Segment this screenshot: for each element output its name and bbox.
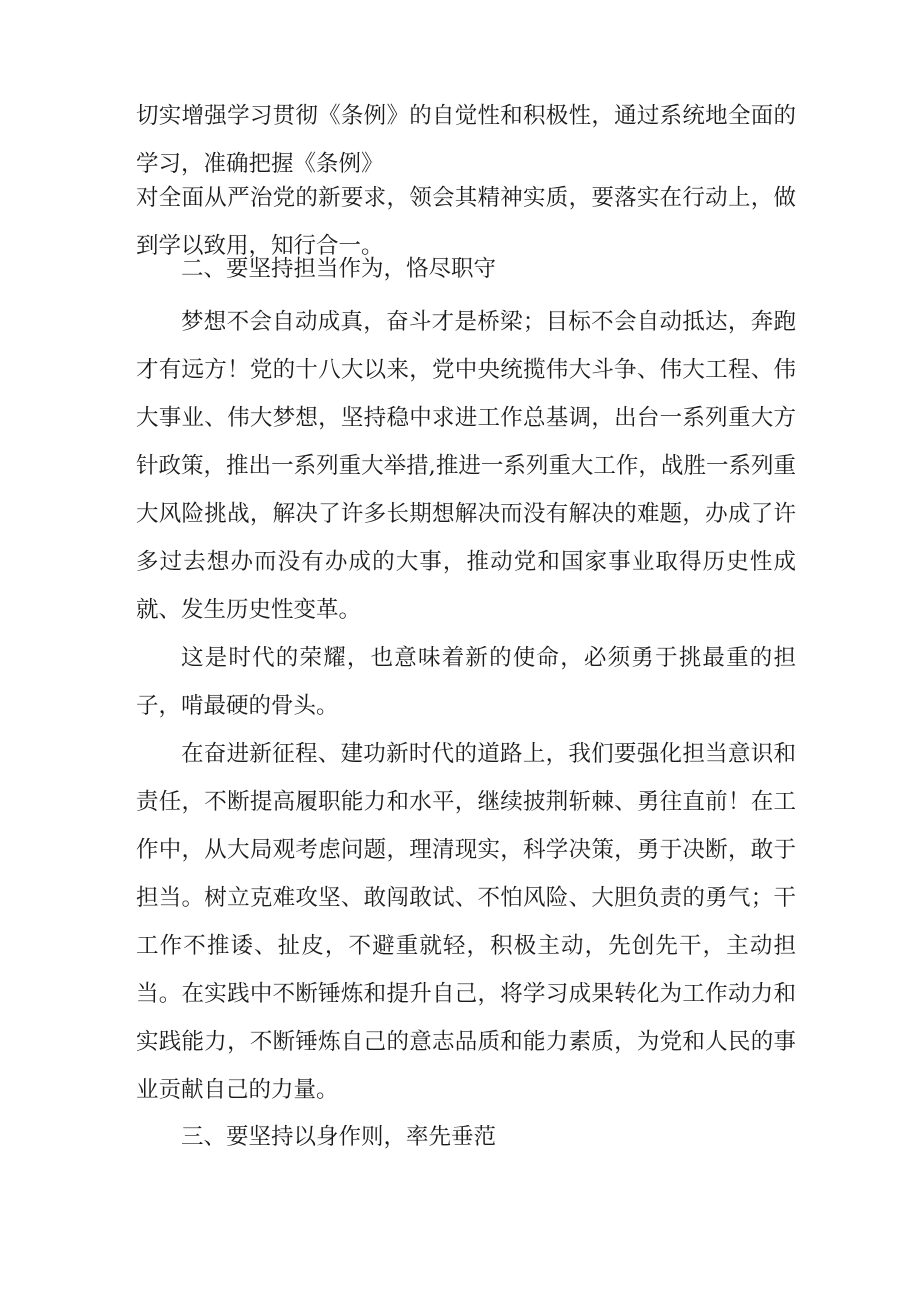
paragraph-dreams-struggle: 梦想不会自动成真，奋斗才是桥梁；目标不会自动抵达，奔跑才有远方！党的十八大以来，党中央统揽伟大斗争、伟大工程、伟大事业、伟大梦想，坚持稳中求进工作总基调，出台一系列重大方针政策，推出一系列重大举措,推进一系列重大工作，战胜一系列重大风险挑战，解决了许多长期想解决而没有解决的难题，办成了许多过去想办而没有办成的大事，推动党和国家事业取得历史性成就、发生历史性变革。 <box>136 309 796 623</box>
paragraph-study-regulations: 切实增强学习贯彻《条例》的自觉性和积极性，通过系统地全面的学习，准确把握《条例》 <box>136 103 796 177</box>
paragraph-mission: 这是时代的荣耀，也意味着新的使命，必须勇于挑最重的担子，啃最硬的骨头。 <box>136 645 796 719</box>
paragraph-strict-governance: 对全面从严治党的新要求，领会其精神实质，要落实在行动上，做到学以致用，知行合一。 <box>136 185 796 259</box>
section-heading-3: 三、要坚持以身作则，率先垂范 <box>181 1124 497 1150</box>
section-heading-2: 二、要坚持担当作为，恪尽职守 <box>181 256 497 282</box>
paragraph-responsibility: 在奋进新征程、建功新时代的道路上，我们要强化担当意识和责任，不断提高履职能力和水平，继续披荆斩棘、勇往直前！在工作中，从大局观考虑问题，理清现实，科学决策，勇于决断，敢于担当。树立克难攻坚、敢闯敢试、不怕风险、大胆负责的勇气；干工作不推诿、扯皮，不避重就轻，积极主动，先创先干，主动担当。在实践中不断锤炼和提升自己，将学习成果转化为工作动力和实践能力，不断锤炼自己的意志品质和能力素质，为党和人民的事业贡献自己的力量。 <box>136 741 796 1103</box>
